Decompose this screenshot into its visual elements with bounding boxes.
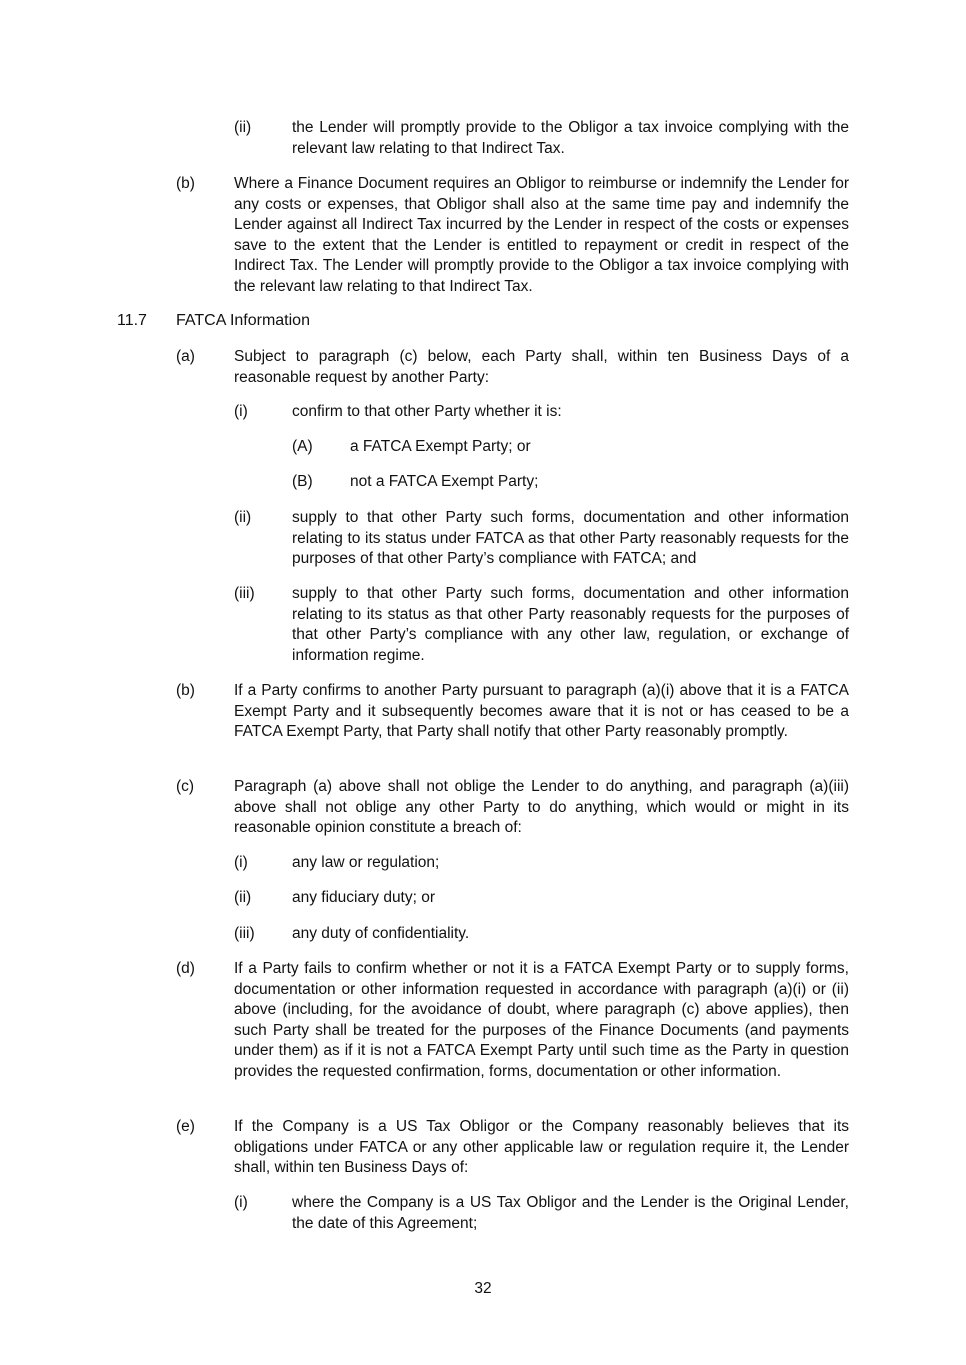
clause-label: (i) [234,1194,248,1211]
clause-text: supply to that other Party such forms, documentation and other information relating to its status as that other Party reasonably requests for the purposes of that other Party’s compliance with any other law, regulation, or exchange of information regime. [292,585,849,664]
clause-text: any fiduciary duty; or [292,889,436,906]
section-title: FATCA Information [176,312,310,329]
clause-text: If a Party confirms to another Party pursuant to paragraph (a)(i) above that it is a FATCA Exempt Party and it subsequently becomes aware that it is not or has ceased to be a FATCA Exempt Party, that Party shall notify that other Party reasonably promptly. [234,682,849,740]
clause-label: (c) [176,778,195,795]
clause-text: a FATCA Exempt Party; or [350,438,531,455]
clause-text: Where a Finance Document requires an Obligor to reimburse or indemnify the Lender for any costs or expenses, that Obligor shall also at the same time pay and indemnify the Lender against all Indirect Tax incurred by the Lender in respect of the costs or expenses save to the extent that the Lender is entitled to repayment or credit in respect of the Indirect Tax. The Lender will promptly provide to the Obligor a tax invoice complying with the relevant law relating to that Indirect Tax. [234,175,849,295]
clause-text: supply to that other Party such forms, documentation and other information relating to its status under FATCA as that other Party reasonably requests for the purposes of that other Party’s compliance with FATCA; and [292,509,849,567]
section-number: 11.7 [117,312,147,329]
clause-label: (i) [234,403,248,420]
page-number: 32 [474,1280,492,1297]
clause-text: not a FATCA Exempt Party; [350,473,539,490]
clause-text: Paragraph (a) above shall not oblige the Lender to do anything, and paragraph (a)(iii) above shall not oblige any other Party to do anything, which would or might in its reasonable opinion constitute a breach of: [234,778,849,836]
clause-label: (i) [234,854,248,871]
clause-label: (e) [176,1118,195,1135]
clause-text: any duty of confidentiality. [292,925,470,942]
clause-label: (B) [292,473,313,490]
clause-text: the Lender will promptly provide to the Obligor a tax invoice complying with the relevant law relating to that Indirect Tax. [292,119,849,157]
clause-label: (A) [292,438,313,455]
clause-label: (ii) [234,509,252,526]
clause-label: (d) [176,960,195,977]
clause-label: (iii) [234,925,255,942]
clause-label: (ii) [234,889,252,906]
clause-text: confirm to that other Party whether it is: [292,403,562,420]
clause-label: (iii) [234,585,255,602]
clause-label: (a) [176,348,195,365]
clause-text: any law or regulation; [292,854,440,871]
clause-text: If a Party fails to confirm whether or not it is a FATCA Exempt Party or to supply forms, documentation or other information requested in accordance with paragraph (a)(i) or (ii) above (including, for the avoidance of doubt, where paragraph (c) above applies), then such Party shall be treated for the purposes of the Finance Documents (and payments under them) as if it is not a FATCA Exempt Party until such time as the Party in question provides the requested confirmation, forms, documentation or other information. [234,960,849,1080]
clause-label: (b) [176,175,195,192]
clause-text: Subject to paragraph (c) below, each Party shall, within ten Business Days of a reasonable request by another Party: [234,348,849,386]
clause-label: (ii) [234,119,252,136]
clause-text: where the Company is a US Tax Obligor and the Lender is the Original Lender, the date of this Agreement; [292,1194,849,1232]
clause-text: If the Company is a US Tax Obligor or the Company reasonably believes that its obligations under FATCA or any other applicable law or regulation require it, the Lender shall, within ten Business Days of: [234,1118,849,1176]
clause-label: (b) [176,682,195,699]
